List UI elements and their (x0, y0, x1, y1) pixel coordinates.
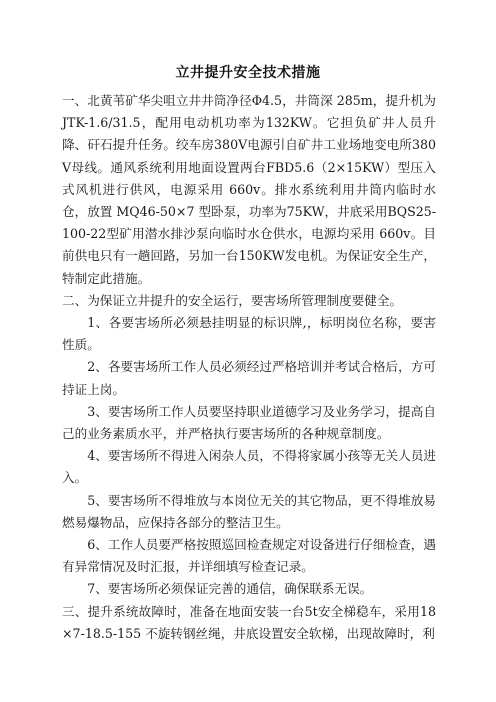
paragraph-item-1: 1、各要害场所必须悬挂明显的标识牌,，标明岗位名称，要害性质。 (62, 315, 436, 353)
paragraph-section-2: 二、为保证立井提升的安全运行，要害场所管理制度要健全。 (62, 292, 403, 308)
paragraph-item-3: 3、要害场所工作人员要坚持职业道德学习及业务学习，提高自己的业务素质水平，并严格执行要害场所的各种规章制度。 (62, 403, 436, 442)
paragraph-item-6: 6、工作人员要严格按照巡回检查规定对设备进行仔细检查，遇有异常情况及时汇报，并详细填写检查记录。 (62, 537, 436, 575)
paragraph-item-4: 4、要害场所不得进入闲杂人员，不得将家属小孩等无关人员进入。 (62, 448, 436, 486)
paragraph-item-2: 2、各要害场所工作人员必须经过严格培训并考试合格后，方可持证上岗。 (62, 359, 436, 397)
paragraph-item-5: 5、要害场所不得堆放与本岗位无关的其它物品，更不得堆放易燃易爆物品，应保持各部分的整洁卫生。 (62, 492, 436, 530)
document-title: 立井提升安全技术措施 (175, 65, 321, 81)
paragraph-section-3: 三、提升系统故障时，准备在地面安装一台5t安全梯稳车，采用18×7-18.5-155 不旋转钢丝绳，井底设置安全软梯，出现故障时，利 (62, 603, 436, 641)
paragraph-section-1: 一、北黄苇矿华尖咀立井井筒净径Φ4.5，井筒深 285m，提升机为JTK-1.6/31.5，配用电动机功率为132KW。它担负矿井人员升降、矸石提升任务。绞车房380V电源引自矿井工业场地变电所380V母线。通风系统利用地面设置两台FBD5.6（2×15KW）型压入式风机进行供风，电源采用 660v。排水系统利用井筒内临时水仓，放置 MQ46-50×7 型卧泵，功率为75KW，井底采用BQS25-100-22型矿用潜水排沙泵向临时水仓供水，电源均采用 660v。目前供电只有一趟回路，另加一台150KW发电机。为保证安全生产，特制定此措施。 (62, 93, 437, 286)
paragraph-item-7: 7、要害场所必须保证完善的通信，确保联系无误。 (87, 581, 373, 597)
document-body (62, 90, 436, 645)
